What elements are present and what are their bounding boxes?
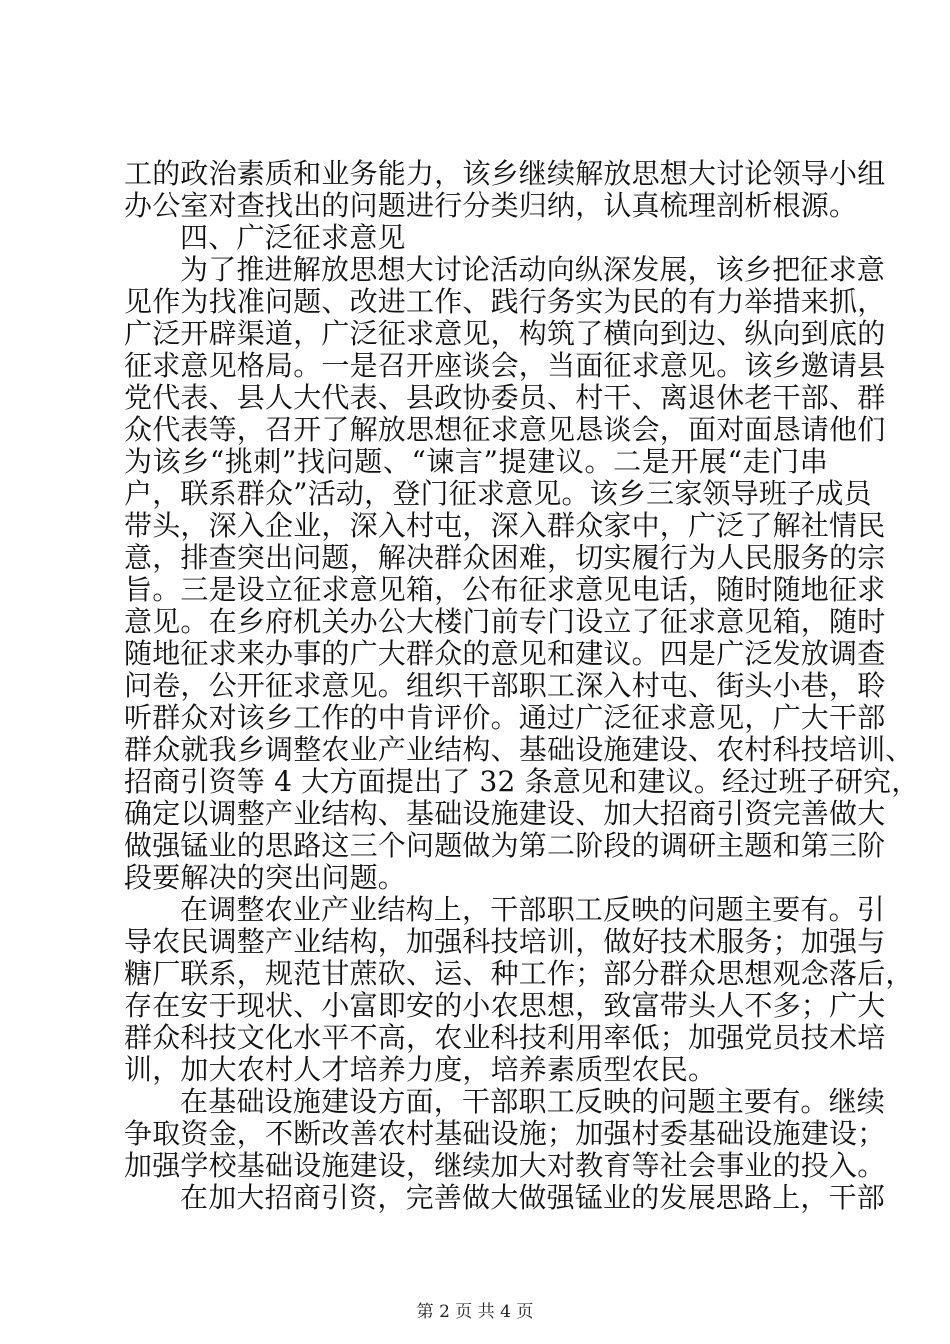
text-line: 户，联系群众”活动，登门征求意见。该乡三家领导班子成员 [124,477,872,510]
text-line: 招商引资等 4 大方面提出了 32 条意见和建议。经过班子研究， [124,765,920,798]
text-line: 存在安于现状、小富即安的小农思想，致富带头人不多；广大 [124,989,886,1022]
text-line: 导农民调整产业结构，加强科技培训，做好技术服务；加强与 [124,925,886,958]
page-footer: 第 2 页 共 4 页 [416,1302,534,1322]
text-line: 确定以调整产业结构、基础设施建设、加大招商引资完善做大 [124,797,886,830]
text-line: 加强学校基础设施建设，继续加大对教育等社会事业的投入。 [124,1149,886,1182]
text-line: 广泛开辟渠道，广泛征求意见，构筑了横向到边、纵向到底的 [124,317,886,350]
text-line: 工的政治素质和业务能力，该乡继续解放思想大讨论领导小组 [124,157,886,190]
text-line: 糖厂联系，规范甘蔗砍、运、种工作；部分群众思想观念落后， [124,957,914,990]
text-line: 争取资金，不断改善农村基础设施；加强村委基础设施建设； [124,1117,886,1150]
text-line: 群众科技文化水平不高，农业科技利用率低；加强党员技术培 [124,1021,886,1054]
text-line: 带头，深入企业，深入村屯，深入群众家中，广泛了解社情民 [124,509,886,542]
text-line: 见作为找准问题、改进工作、践行务实为民的有力举措来抓， [124,285,886,318]
text-line: 听群众对该乡工作的中肯评价。通过广泛征求意见，广大干部 [124,701,886,734]
text-line: 意，排查突出问题，解决群众困难，切实履行为人民服务的宗 [124,541,886,574]
text-line: 群众就我乡调整农业产业结构、基础设施建设、农村科技培训、 [124,733,914,766]
text-line: 在调整农业产业结构上，干部职工反映的问题主要有。引 [180,893,886,926]
text-line: 办公室对查找出的问题进行分类归纳，认真梳理剖析根源。 [124,189,858,222]
text-line: 随地征求来办事的广大群众的意见和建议。四是广泛发放调查 [124,637,886,670]
text-line: 在加大招商引资，完善做大做强锰业的发展思路上，干部 [180,1181,886,1214]
text-line: 为了推进解放思想大讨论活动向纵深发展，该乡把征求意 [180,253,886,286]
text-line: 旨。三是设立征求意见箱，公布征求意见电话，随时随地征求 [124,573,886,606]
document-body [124,157,920,1214]
text-line: 党代表、县人大代表、县政协委员、村干、离退休老干部、群 [124,381,886,414]
text-line: 意见。在乡府机关办公大楼门前专门设立了征求意见箱，随时 [124,605,886,638]
text-line: 为该乡“挑刺”找问题、“谏言”提建议。二是开展“走门串 [124,445,828,478]
text-line: 问卷，公开征求意见。组织干部职工深入村屯、街头小巷，聆 [124,669,886,702]
text-line: 征求意见格局。一是召开座谈会，当面征求意见。该乡邀请县 [124,349,886,382]
text-line: 做强锰业的思路这三个问题做为第二阶段的调研主题和第三阶 [124,829,886,862]
text-line: 众代表等，召开了解放思想征求意见恳谈会，面对面恳请他们 [124,413,886,446]
text-line: 训，加大农村人才培养力度，培养素质型农民。 [124,1053,717,1086]
text-line: 段要解决的突出问题。 [124,861,407,894]
text-line: 在基础设施建设方面，干部职工反映的问题主要有。继续 [180,1085,886,1118]
text-line: 四、广泛征求意见 [180,221,406,254]
